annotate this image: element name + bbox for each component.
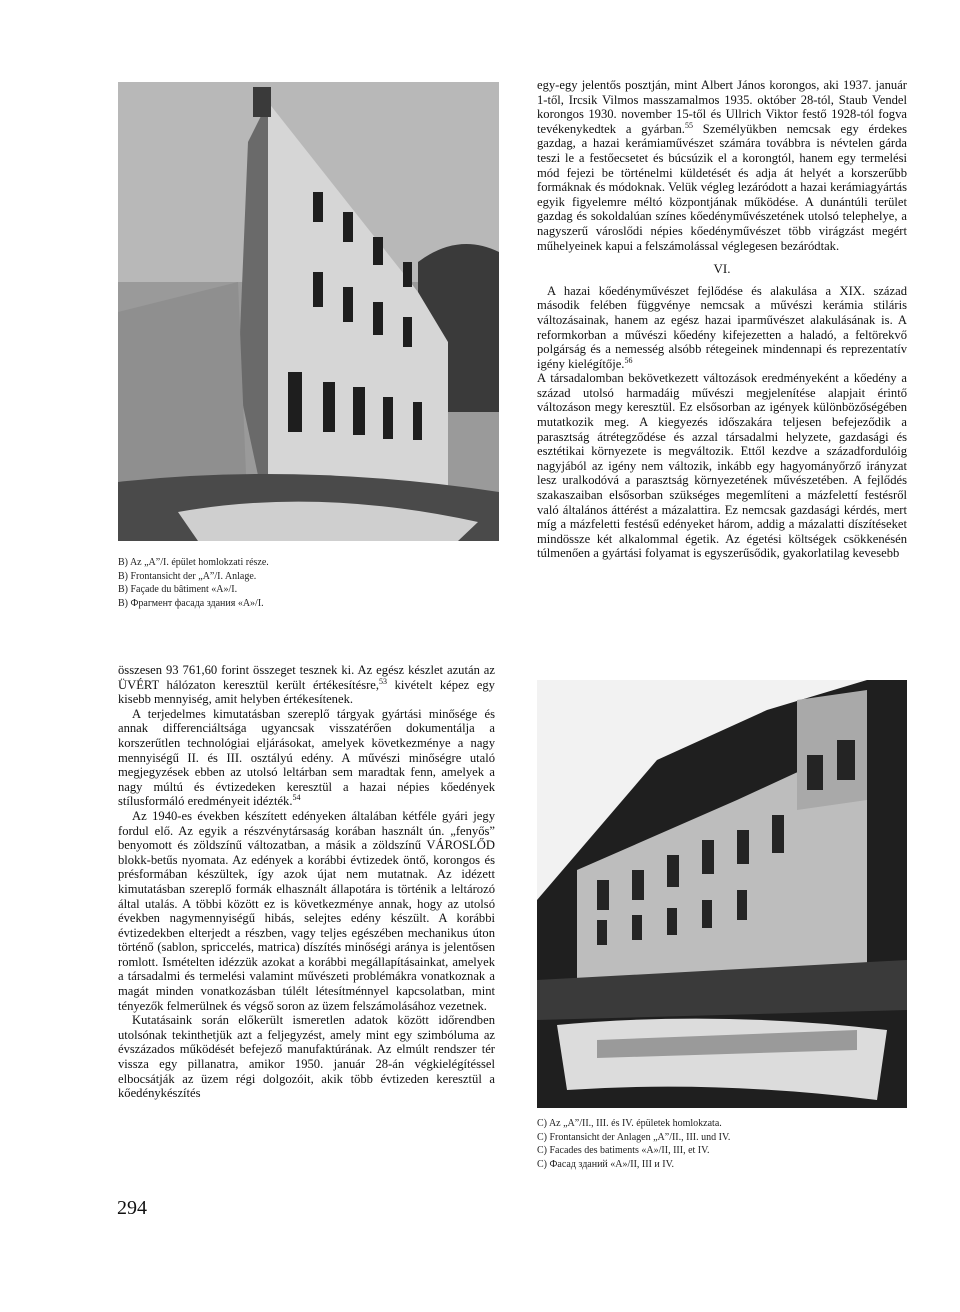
footnote-marker: 55 [684,120,693,130]
paragraph: egy-egy jelentős posztján, mint Albert János korongos, aki 1937. január 1-től, Ircsik Vilmos masszamalmos 1935. október 28-tól, Staub Vendel korongos 1930. november 15-től és Ullrich Viktor festő 1928-tól fogva tevékenykedtek a gyárban.$^{55}$ Személyükben nemcsak egy érdekes gazdag, a hazai kerámiaművészet számára továbbra is névtelen gárda teszi le a festőecsetet és búcsúzik el a korongtól, hanem egy termelési mód fejezi be történelmi küldetését és adja át helyét a korszerűbb formáknak és módoknak. Velük végleg lezáródott a hazai kerámiagyártás egyik figyelemre méltó központjának működése. A dunántúli terület gazdag és sokoldalúan színes kőedényművészetének utolsó telephelye, a nagyszerű városlődi népies kőedényművészet több virágzást megért műhelyeinek kapui a felszámolással véglegesen bezáródtak. [537,78,907,253]
page-number: 294 [117,1197,147,1219]
caption-c-hungarian: C) Az „A”/II., III. és IV. épületek homlokzata. [537,1118,722,1129]
photo-building-a1 [118,82,499,541]
footnote-marker: 54 [292,793,301,803]
paragraph: összesen 93 761,60 forint összeget tesznek ki. Az egész készlet azután az ÜVÉRT hálózaton keresztül került értékesítésre,$^{53}$ kivételt képez egy kisebb mennyiség, amit helyben értékesítenek. [118,663,495,707]
caption-c-german: C) Frontansicht der Anlagen „A”/II., III. und IV. [537,1131,731,1143]
paragraph: Kutatásaink során előkerült ismeretlen adatok között időrendben utolsónak tekinthetjük azt a feljegyzést, amely mint egy szimbóluma az évszázados működését befejező manufaktúrának. Az elmúlt rendszer tér vissza egy pillanatra, amikor 1950. január 28-án végkielégítéssel elbocsátják az üzem régi dolgozóit, akik több évtizeden keresztül a kőedénykészítés [118,1013,495,1101]
caption-b-french: B) Façade du bâtiment «A»/I. [118,584,238,596]
paragraph: A társadalomban bekövetkezett változások eredményeként a kőedény a század utolsó harmadáig művészi megjelenítése alapjait érintő változáson megy keresztül. Ez elsősorban az igények különbözőségében mutatkozik meg. A kiegyezés időszakára teljesen befejeződik a parasztság átrétegződése és azzal társadalmi helyzete, gazdasági és esztétikai környezete is megváltozik. Ettől kezdve a századfordulóig nagyjából az igény nem változik, inkább egy hagyományőrző irányzat lesz uralkodóvá a parasztság környezetének művészetében. A fejlődés szakaszaiban elsősorban szükséges megemlíteni a mázfelettí festésről való általános áttérést a mázalattira. Ez nemcsak gazdasági kérdés, mert míg a mázfeletti festésű edényeket három, addig a mázalatti díszítéseket mindössze két alkalommal égetik. Az égetési költségek csökkenésén túlmenően a gyártási folyamat is egyszerűsődik, gyakorlatilag kevesebb [537,371,907,561]
footnote-marker: 53 [379,676,388,686]
caption-c-russian: C) Фасад зданий «A»/II, III и IV. [537,1158,675,1170]
caption-b-german: B) Frontansicht der „A”/I. Anlage. [118,570,257,582]
footnote-marker: 56 [624,355,633,365]
caption-photo-b [118,556,269,610]
caption-c-french: C) Facades des batiments «A»/II, III, et IV. [537,1145,710,1157]
section-title: A hazai kőedényművészet fejlődése és alakulása a XIX. [547,283,866,298]
paragraph: A hazai kőedényművészet fejlődése és alakulása a XIX. század második felében függvénye nemcsak a művészi kerámia stiláris változásainak, hanem az egész hazai iparművészet alakulásának is. A reformkorban a művészi kőedény kifejezetten a haladó, a feltörekvő polgárság és a nemesség alsóbb rétegeinek mindennapi és reprezentatív igény kielégítője.$^{56}$ [537,283,907,371]
text-column-bottom-left [118,663,495,1101]
photo-buildings-a2-a4 [537,680,907,1108]
paragraph: A terjedelmes kimutatásban szereplő tárgyak gyártási minősége és annak differenciáltsága ugyancsak visszatérően dokumentálja a korszerűtlen technológiai eljárásokat, amelyek következménye a nagy mennyiségű II. és III. osztályú edény. A művészi minőségre utaló megjegyzések ebben az utolsó leltárban sem maradtak fenn, amelyek a nagy múltú és évtizedeken keresztül a hazai népies kőedények stílusformáló eredményeit idézték.$^{54}$ [118,706,495,809]
text-column-top-right [537,78,907,561]
caption-b-russian: B) Фрагмент фасада здания «A»/I. [118,597,264,609]
caption-photo-c [537,1117,730,1171]
section-number: VI. [713,261,731,277]
caption-b-hungarian: B) Az „A”/I. épület homlokzati része. [118,557,269,568]
paragraph: Az 1940-es években készített edényeken általában kétféle gyári jegy fordul elő. Az egyik a részvénytársaság korában használt ún. „fenyős” benyomott és zöldszínű változatban, a másik a zöldszínű VÁROSLŐD blokk-betűs nyomata. Az edények a korábbi évtizedek öntő, korongos és présformában készültek, így azok újat nem mutatnak. Az idézett kimutatásban szereplő formák elhasznált állapotára is történik a leltározó által utalás. A többi között ez is következménye annak, hogy az utolsó években nagymennyiségű hibás, selejtes edény készült. A korábbi évtizedekben elterjedt a részben, vagy teljes egészében mechanikus úton történő (sablon, spriccelés, matrica) díszítés minőségi aránya is jelentősen romlott. Ismételten idézzük azokat a korábbi megállapításainkat, amelyek a társadalmi és termelési valamint művészeti problémákra vonatkoznak a magát minden vonatkozásban túlélt létesítménnyel kapcsolatban, mint tényezők felmerülnek és végső soron az üzem felszámolásához vezetnek. [118,808,495,1013]
